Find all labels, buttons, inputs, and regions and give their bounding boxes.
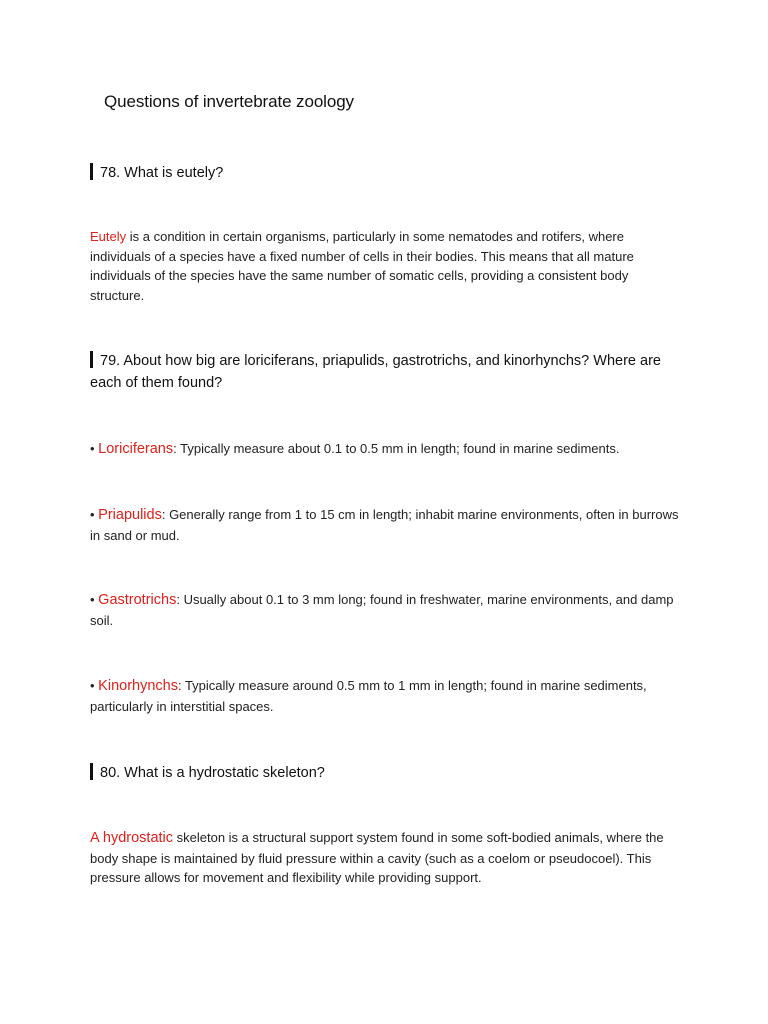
term-kinorhynchs: Kinorhynchs: [98, 678, 178, 694]
heading-bar-marker: [90, 163, 93, 180]
list-item-priapulids: [90, 505, 680, 545]
list-item-loriciferans: [90, 439, 680, 460]
heading-bar-marker: [90, 763, 93, 780]
bullet: •: [90, 507, 99, 522]
term-gastrotrichs: Gastrotrichs: [98, 592, 177, 608]
question-80-heading-text: 80. What is a hydrostatic skeleton?: [100, 765, 325, 781]
term-eutely: Eutely: [90, 229, 127, 244]
question-80-heading: [90, 762, 690, 784]
term-loriciferans: Loriciferans: [98, 441, 174, 457]
question-78-heading: [90, 162, 690, 184]
bullet: •: [90, 441, 99, 456]
term-hydrostatic: A hydrostatic: [90, 830, 174, 846]
question-78-heading-text: 78. What is eutely?: [100, 165, 224, 181]
question-80-answer: [90, 828, 680, 888]
term-priapulids: Priapulids: [98, 507, 162, 523]
question-78-answer-text: is a condition in certain organisms, particularly in some nematodes and rotifers, where individuals of a species have a fixed number of cells in their bodies. This means that all mature individuals of the species have the same number of somatic cells, providing a consistent body structure.: [90, 229, 634, 303]
question-78-answer: [90, 227, 680, 305]
question-80-answer-text: skeleton is a structural support system found in some soft-bodied animals, where the body shape is maintained by fluid pressure within a cavity (such as a coelom or pseudocoel). This pressure allows for movement and flexibility while providing support.: [90, 830, 664, 886]
list-item-gastrotrichs: [90, 590, 680, 630]
list-item-text: : Typically measure around 0.5 mm to 1 mm in length; found in marine sediments, particularly in interstitial spaces.: [90, 678, 647, 714]
question-79-heading-text: 79. About how big are loriciferans, priapulids, gastrotrichs, and kinorhynchs? Where are each of them found?: [90, 353, 661, 391]
list-item-text: : Generally range from 1 to 15 cm in length; inhabit marine environments, often in burrows in sand or mud.: [90, 507, 679, 543]
list-item-kinorhynchs: [90, 676, 680, 716]
question-79-heading: [90, 350, 690, 394]
bullet: •: [90, 678, 99, 693]
heading-bar-marker: [90, 351, 93, 368]
bullet: •: [90, 592, 99, 607]
document-title: Questions of invertebrate zoology: [104, 92, 354, 111]
list-item-text: : Typically measure about 0.1 to 0.5 mm in length; found in marine sediments.: [173, 441, 620, 456]
list-item-text: : Usually about 0.1 to 3 mm long; found in freshwater, marine environments, and damp soil.: [90, 592, 674, 628]
